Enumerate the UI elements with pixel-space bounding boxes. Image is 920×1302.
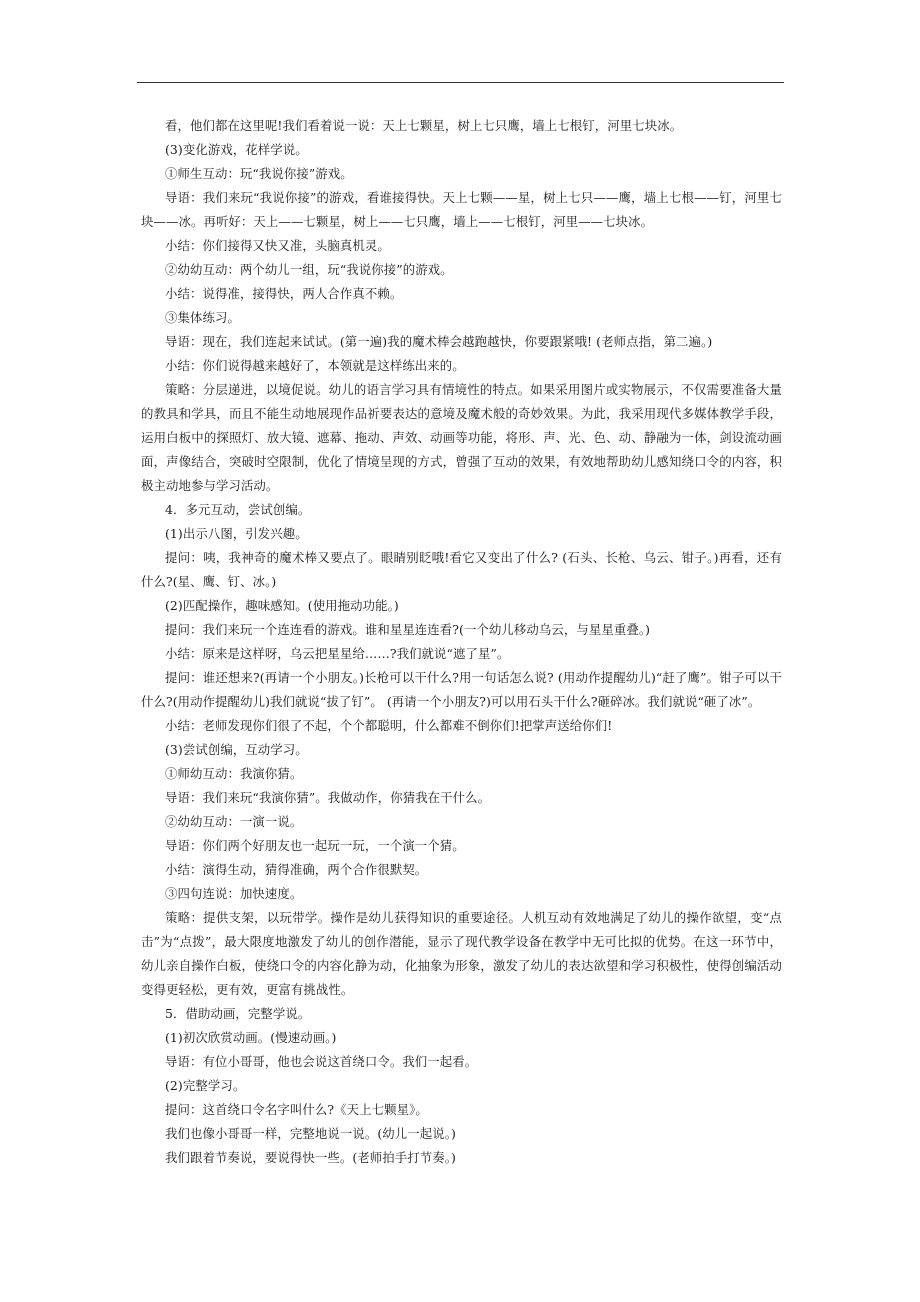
paragraph: 我们跟着节奏说，要说得快一些。(老师拍手打节奏。): [165, 1150, 456, 1165]
paragraph: 导语：我们来玩“我说你接”的游戏，看谁接得快。天上七颗——星，树上七只——鹰，墙上七根——钉，河里七块——冰。再听好：天上——七颗星，树上——七只鹰，墙上——七根钉，河里——七块冰。: [141, 190, 782, 229]
paragraph: 提问：这首绕口令名字叫什么?《天上七颗星》。: [165, 1102, 428, 1117]
paragraph: (1)出示八图，引发兴趣。: [165, 526, 308, 541]
paragraph: ③集体练习。: [165, 310, 240, 325]
header-rule: [137, 82, 784, 83]
paragraph: 小结：你们说得越来越好了，本领就是这样练出来的。: [165, 358, 465, 373]
paragraph: ②幼幼互动：两个幼儿一组，玩“我说你接”的游戏。: [165, 262, 453, 277]
document-body: [141, 114, 782, 1170]
paragraph: (3)变化游戏，花样学说。: [165, 142, 308, 157]
paragraph: 小结：你们接得又快又准，头脑真机灵。: [165, 238, 390, 253]
paragraph: 我们也像小哥哥一样，完整地说一说。(幼儿一起说。): [165, 1126, 456, 1141]
paragraph: 小结：原来是这样呀，乌云把星星给……?我们就说“遮了星”。: [165, 646, 510, 661]
paragraph: 小结：说得准，接得快，两人合作真不赖。: [165, 286, 403, 301]
paragraph: 导语：我们来玩“我演你猜”。我做动作，你猜我在干什么。: [165, 790, 491, 805]
paragraph: 导语：你们两个好朋友也一起玩一玩，一个演一个猜。: [165, 838, 465, 853]
paragraph: 5．借助动画，完整学说。: [165, 1006, 311, 1021]
paragraph: 导语：现在，我们连起来试试。(第一遍)我的魔术棒会越跑越快，你要跟紧哦! (老师点指，第二遍。): [165, 334, 713, 349]
paragraph: 小结：老师发现你们很了不起，个个都聪明，什么都难不倒你们!把掌声送给你们!: [165, 718, 613, 733]
paragraph: 策略：分层递进，以境促说。幼儿的语言学习具有情境性的特点。如果采用图片或实物展示，不仅需要准备大量的教具和学具，而且不能生动地展现作品祈要表达的意境及魔术般的奇妙效果。为此，我采用现代多媒体教学手段，运用白板中的探照灯、放大镜、遮幕、拖动、声效、动画等功能，将形、声、光、色、动、静融为一体，剑设流动画面，声像结合，突破时空限制，优化了情境呈现的方式，曾强了互动的效果，有效地帮助幼儿感知绕口令的内容，积极主动地参与学习活动。: [141, 382, 782, 493]
paragraph: 提问：我们来玩一个连连看的游戏。谁和星星连连看?(一个幼儿移动乌云，与星星重叠。): [165, 622, 651, 637]
paragraph: ①师生互动：玩“我说你接”游戏。: [165, 166, 353, 181]
paragraph: 导语：有位小哥哥，他也会说这首绕口令。我们一起看。: [165, 1054, 478, 1069]
paragraph: 策略：提供支架，以玩带学。操作是幼儿获得知识的重要途径。人机互动有效地满足了幼儿的操作欲望，变“点击”为“点拨”，最大限度地激发了幼儿的创作潜能，显示了现代教学设备在教学中无可比拟的优势。在这一环节中，幼儿亲自操作白板，使绕口令的内容化静为动，化抽象为形象，激发了幼儿的表达欲望和学习积极性，使得创编活动变得更轻松，更有效，更富有挑战性。: [141, 910, 782, 997]
paragraph: ③四句连说：加快速度。: [165, 886, 303, 901]
paragraph: 4．多元互动，尝试创编。: [165, 502, 311, 517]
paragraph: (2)匹配操作，趣味感知。(使用拖动功能。): [165, 598, 399, 613]
paragraph: ②幼幼互动：一演一说。: [165, 814, 303, 829]
paragraph: (1)初次欣赏动画。(慢速动画。): [165, 1030, 337, 1045]
paragraph: (2)完整学习。: [165, 1078, 246, 1093]
paragraph: ①师幼互动：我演你猜。: [165, 766, 303, 781]
paragraph: 提问：谁还想来?(再请一个小朋友。)长枪可以干什么?用一句话怎么说? (用动作提醒幼儿)“赶了鹰”。钳子可以干什么?(用动作提醒幼儿)我们就说“拔了钉”。 (再请一个小朋友?)可以用石头干什么?砸碎冰。我们就说“砸了冰”。: [141, 670, 782, 709]
paragraph: 看，他们都在这里呢!我们看着说一说：天上七颗星，树上七只鹰，墙上七根钉，河里七块冰。: [165, 118, 683, 133]
paragraph: 提问：咦，我神奇的魔术棒又要点了。眼睛别眨哦!看它又变出了什么? (石头、长枪、乌云、钳子。)再看，还有什么?(星、鹰、钉、冰。): [141, 550, 782, 589]
paragraph: 小结：演得生动，猜得准确，两个合作很默契。: [165, 862, 428, 877]
paragraph: (3)尝试创编，互动学习。: [165, 742, 308, 757]
